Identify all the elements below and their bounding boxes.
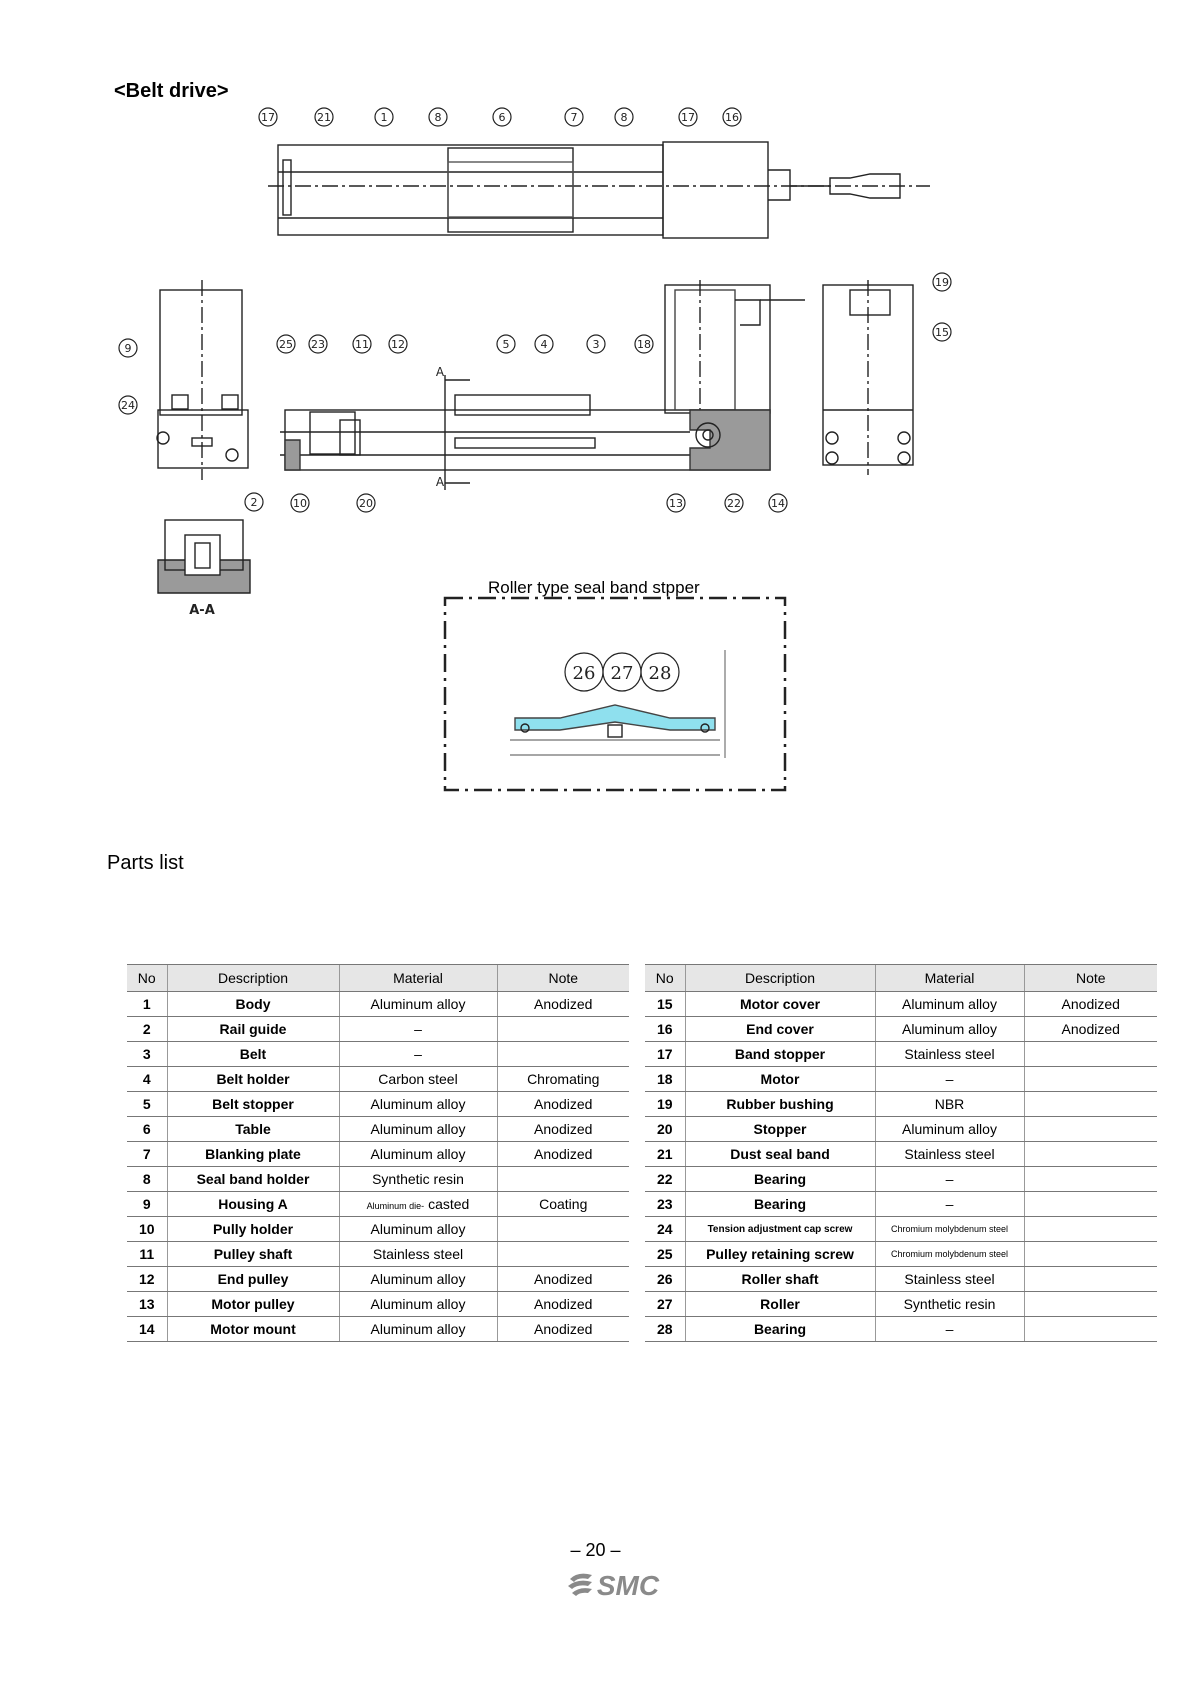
part-number-cell: 28 — [645, 1317, 685, 1342]
part-note-cell — [497, 1167, 629, 1192]
part-material-cell: Carbon steel — [339, 1067, 497, 1092]
callout-26: 26 — [572, 663, 596, 684]
callout-22: 22 — [727, 497, 741, 510]
callout-12: 12 — [391, 338, 405, 351]
part-note-cell — [1024, 1167, 1157, 1192]
part-description-cell: Bearing — [685, 1317, 875, 1342]
header-note: Note — [1024, 965, 1157, 992]
part-number-cell: 19 — [645, 1092, 685, 1117]
part-material-cell: Aluminum alloy — [339, 1092, 497, 1117]
part-material-cell — [339, 1192, 497, 1217]
part-description-cell: Roller shaft — [685, 1267, 875, 1292]
table-header-row — [127, 965, 629, 992]
part-note-cell: Anodized — [497, 1267, 629, 1292]
callout-18: 18 — [637, 338, 651, 351]
parts-table-right — [645, 964, 1157, 1342]
parts-table-right-body — [645, 992, 1157, 1342]
part-description-cell: Belt — [167, 1042, 339, 1067]
part-material-cell: Stainless steel — [875, 1267, 1024, 1292]
part-note-cell: Chromating — [497, 1067, 629, 1092]
part-note-cell — [1024, 1317, 1157, 1342]
part-number-cell: 20 — [645, 1117, 685, 1142]
part-material-cell: Aluminum alloy — [339, 992, 497, 1017]
callout-27: 27 — [610, 663, 634, 684]
table-row — [127, 1042, 629, 1067]
part-note-cell — [1024, 1117, 1157, 1142]
part-number-cell: 14 — [127, 1317, 167, 1342]
part-note-cell — [497, 1217, 629, 1242]
part-number-cell: 12 — [127, 1267, 167, 1292]
part-note-cell: Anodized — [497, 992, 629, 1017]
part-note-cell — [497, 1242, 629, 1267]
part-material-cell: – — [875, 1067, 1024, 1092]
part-note-cell — [497, 1017, 629, 1042]
part-number-cell: 7 — [127, 1142, 167, 1167]
part-note-cell — [1024, 1142, 1157, 1167]
table-row — [127, 1117, 629, 1142]
part-description-cell: Bearing — [685, 1192, 875, 1217]
part-note-cell: Coating — [497, 1192, 629, 1217]
part-description-cell: End pulley — [167, 1267, 339, 1292]
part-material-cell: – — [875, 1167, 1024, 1192]
part-number-cell: 27 — [645, 1292, 685, 1317]
part-description-cell: Motor mount — [167, 1317, 339, 1342]
part-number-cell: 13 — [127, 1292, 167, 1317]
material-value: casted — [428, 1196, 470, 1212]
part-material-cell: Stainless steel — [875, 1142, 1024, 1167]
part-material-cell: Aluminum alloy — [875, 992, 1024, 1017]
table-row — [127, 1017, 629, 1042]
part-description-cell: Pulley retaining screw — [685, 1242, 875, 1267]
part-note-cell — [1024, 1292, 1157, 1317]
table-row — [127, 1092, 629, 1117]
part-description-cell: Motor — [685, 1067, 875, 1092]
callout-9: 9 — [124, 342, 132, 355]
header-no: No — [645, 965, 685, 992]
part-material-cell: – — [339, 1042, 497, 1067]
callout-28: 28 — [648, 663, 672, 684]
table-row — [127, 992, 629, 1017]
section-marker-bottom: A — [435, 475, 445, 489]
table-row — [645, 1217, 1157, 1242]
part-material-cell: Aluminum alloy — [875, 1017, 1024, 1042]
callout-4: 4 — [540, 338, 548, 351]
part-description-cell: Pully holder — [167, 1217, 339, 1242]
part-note-cell — [1024, 1217, 1157, 1242]
table-row — [127, 1192, 629, 1217]
table-row — [645, 1092, 1157, 1117]
part-description-cell: Rail guide — [167, 1017, 339, 1042]
table-row — [127, 1217, 629, 1242]
part-material-cell: Aluminum alloy — [339, 1267, 497, 1292]
table-row — [645, 1142, 1157, 1167]
section-aa-label: A-A — [189, 603, 215, 618]
callout-6: 6 — [498, 111, 506, 124]
table-row — [127, 1142, 629, 1167]
callout-20: 20 — [359, 497, 373, 510]
top-view-drawing — [268, 142, 930, 238]
callout-14: 14 — [771, 497, 785, 510]
callout-23: 23 — [311, 338, 325, 351]
callout-16: 16 — [725, 111, 739, 124]
part-material-cell: Chromium molybdenum steel — [875, 1242, 1024, 1267]
part-note-cell: Anodized — [497, 1092, 629, 1117]
header-material: Material — [875, 965, 1024, 992]
table-row — [645, 1267, 1157, 1292]
table-row — [645, 1167, 1157, 1192]
table-row — [645, 1242, 1157, 1267]
callout-8a: 8 — [434, 111, 442, 124]
table-row — [645, 1017, 1157, 1042]
callout-17b: 17 — [681, 111, 695, 124]
part-number-cell: 17 — [645, 1042, 685, 1067]
part-material-cell: Stainless steel — [875, 1042, 1024, 1067]
part-note-cell: Anodized — [497, 1317, 629, 1342]
part-note-cell: Anodized — [1024, 1017, 1157, 1042]
parts-table-left — [127, 964, 629, 1342]
table-row — [127, 1167, 629, 1192]
callout-25: 25 — [279, 338, 293, 351]
part-note-cell — [1024, 1042, 1157, 1067]
table-row — [645, 1192, 1157, 1217]
callout-11: 11 — [355, 338, 369, 351]
part-note-cell — [1024, 1242, 1157, 1267]
part-note-cell: Anodized — [1024, 992, 1157, 1017]
part-description-cell: Blanking plate — [167, 1142, 339, 1167]
callout-17a: 17 — [261, 111, 275, 124]
part-description-cell: Motor cover — [685, 992, 875, 1017]
part-material-cell: Aluminum alloy — [339, 1292, 497, 1317]
part-description-cell: Belt stopper — [167, 1092, 339, 1117]
callout-1: 1 — [380, 111, 388, 124]
header-description: Description — [167, 965, 339, 992]
part-number-cell: 2 — [127, 1017, 167, 1042]
part-description-cell: Housing A — [167, 1192, 339, 1217]
part-note-cell: Anodized — [497, 1292, 629, 1317]
section-title: <Belt drive> — [114, 80, 229, 102]
logo-text: SMC — [596, 1570, 660, 1601]
callout-7: 7 — [570, 111, 578, 124]
part-description-cell: Band stopper — [685, 1042, 875, 1067]
part-material-cell: NBR — [875, 1092, 1024, 1117]
part-description-cell: Motor pulley — [167, 1292, 339, 1317]
part-note-cell — [1024, 1192, 1157, 1217]
part-description-cell: Stopper — [685, 1117, 875, 1142]
page-number: – 20 – — [570, 1540, 621, 1560]
part-note-cell — [1024, 1092, 1157, 1117]
part-description-cell: End cover — [685, 1017, 875, 1042]
part-number-cell: 21 — [645, 1142, 685, 1167]
header-no: No — [127, 965, 167, 992]
part-number-cell: 15 — [645, 992, 685, 1017]
part-number-cell: 22 — [645, 1167, 685, 1192]
callout-19: 19 — [935, 276, 949, 289]
part-material-cell: Aluminum alloy — [875, 1117, 1024, 1142]
callout-10: 10 — [293, 497, 307, 510]
part-description-cell: Bearing — [685, 1167, 875, 1192]
part-number-cell: 6 — [127, 1117, 167, 1142]
right-end-view-drawing — [823, 280, 913, 475]
table-header-row — [645, 965, 1157, 992]
callout-3: 3 — [592, 338, 600, 351]
callout-group — [119, 108, 951, 691]
part-note-cell: Anodized — [497, 1142, 629, 1167]
part-description-cell: Pulley shaft — [167, 1242, 339, 1267]
callout-5: 5 — [502, 338, 510, 351]
part-description-cell: Table — [167, 1117, 339, 1142]
part-number-cell: 10 — [127, 1217, 167, 1242]
part-number-cell: 3 — [127, 1042, 167, 1067]
part-number-cell: 26 — [645, 1267, 685, 1292]
part-description-cell: Body — [167, 992, 339, 1017]
section-aa-drawing — [158, 520, 250, 593]
part-description-cell: Rubber bushing — [685, 1092, 875, 1117]
part-description-cell: Belt holder — [167, 1067, 339, 1092]
part-material-cell: – — [875, 1317, 1024, 1342]
table-row — [645, 1067, 1157, 1092]
part-material-cell: – — [339, 1017, 497, 1042]
part-number-cell: 1 — [127, 992, 167, 1017]
roller-caption: Roller type seal band stpper — [488, 578, 700, 597]
part-description-cell: Tension adjustment cap screw — [685, 1217, 875, 1242]
part-description-cell: Seal band holder — [167, 1167, 339, 1192]
left-end-view-drawing — [157, 280, 248, 480]
table-row — [127, 1242, 629, 1267]
part-material-cell: Synthetic resin — [875, 1292, 1024, 1317]
table-row — [127, 1067, 629, 1092]
part-material-cell: Synthetic resin — [339, 1167, 497, 1192]
table-row — [127, 1317, 629, 1342]
table-row — [645, 1117, 1157, 1142]
part-number-cell: 5 — [127, 1092, 167, 1117]
part-number-cell: 16 — [645, 1017, 685, 1042]
part-number-cell: 23 — [645, 1192, 685, 1217]
part-description-cell: Roller — [685, 1292, 875, 1317]
part-material-cell: Stainless steel — [339, 1242, 497, 1267]
callout-21: 21 — [317, 111, 331, 124]
part-number-cell: 18 — [645, 1067, 685, 1092]
part-number-cell: 25 — [645, 1242, 685, 1267]
part-material-cell: Aluminum alloy — [339, 1117, 497, 1142]
table-row — [127, 1267, 629, 1292]
callout-2: 2 — [250, 496, 258, 509]
part-note-cell — [1024, 1067, 1157, 1092]
header-material: Material — [339, 965, 497, 992]
callout-15: 15 — [935, 326, 949, 339]
part-number-cell: 24 — [645, 1217, 685, 1242]
part-number-cell: 9 — [127, 1192, 167, 1217]
part-description-cell: Dust seal band — [685, 1142, 875, 1167]
part-material-cell: Aluminum alloy — [339, 1142, 497, 1167]
header-description: Description — [685, 965, 875, 992]
technical-drawing — [0, 0, 1191, 800]
parts-table-left-body — [127, 992, 629, 1342]
part-material-cell: Aluminum alloy — [339, 1317, 497, 1342]
table-row — [645, 992, 1157, 1017]
table-row — [645, 1042, 1157, 1067]
table-row — [127, 1292, 629, 1317]
part-note-cell — [497, 1042, 629, 1067]
part-material-cell: Aluminum alloy — [339, 1217, 497, 1242]
callout-24: 24 — [121, 399, 135, 412]
section-marker-top: A — [435, 365, 445, 379]
parts-list-heading: Parts list — [107, 852, 184, 874]
part-note-cell — [1024, 1267, 1157, 1292]
table-row — [645, 1317, 1157, 1342]
header-note: Note — [497, 965, 629, 992]
part-number-cell: 4 — [127, 1067, 167, 1092]
callout-8b: 8 — [620, 111, 628, 124]
part-material-cell: Chromium molybdenum steel — [875, 1217, 1024, 1242]
smc-logo — [566, 1565, 666, 1601]
part-note-cell: Anodized — [497, 1117, 629, 1142]
callout-13: 13 — [669, 497, 683, 510]
part-number-cell: 8 — [127, 1167, 167, 1192]
part-number-cell: 11 — [127, 1242, 167, 1267]
table-row — [645, 1292, 1157, 1317]
part-material-cell: – — [875, 1192, 1024, 1217]
material-prefix: Aluminum die- — [366, 1201, 425, 1211]
